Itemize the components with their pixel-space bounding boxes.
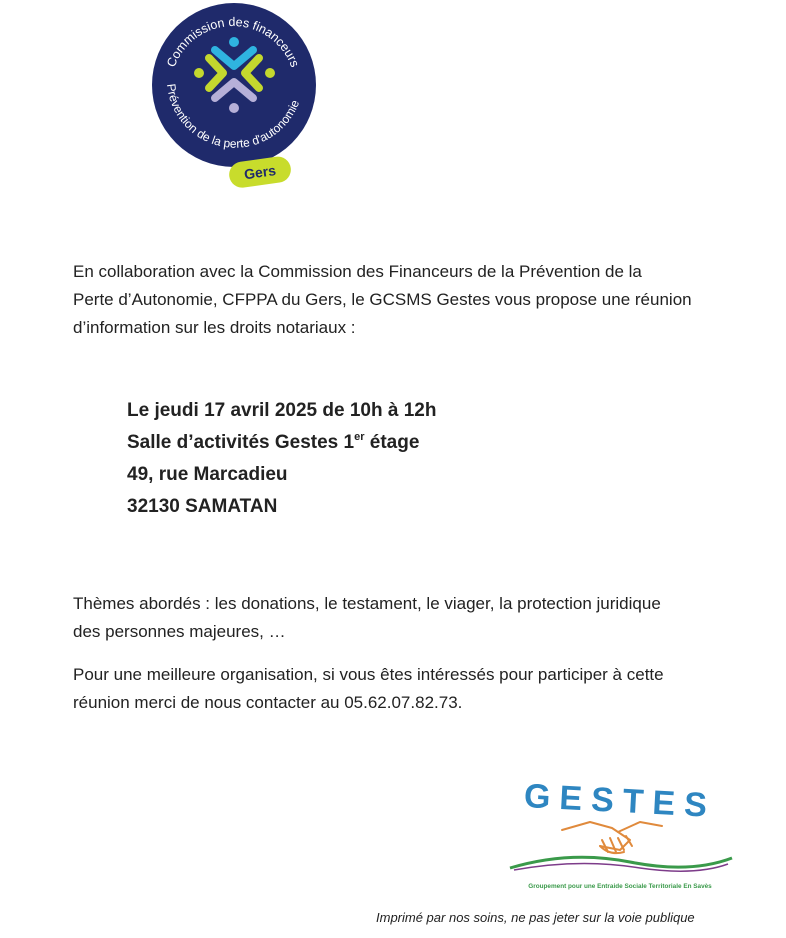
logo-arc-bottom: Prévention de la perte d'autonomie — [164, 82, 303, 151]
themes-line: des personnes majeures, … — [73, 622, 286, 641]
gestes-name: GESTES — [523, 777, 717, 825]
handshake-icon — [562, 822, 662, 853]
intro-paragraph — [73, 258, 753, 342]
event-city: 32130 SAMATAN — [127, 496, 278, 517]
event-venue: Salle d’activités Gestes 1er étage — [127, 431, 420, 453]
intro-line: Perte d’Autonomie, CFPPA du Gers, le GCSMS Gestes vous propose une réunion — [73, 290, 692, 309]
gestes-tagline: Groupement pour une Entraide Sociale Territoriale En Savès — [528, 883, 712, 890]
contact-line: Pour une meilleure organisation, si vous êtes intéressés pour participer à cette — [73, 665, 664, 684]
intro-line: d’information sur les droits notariaux : — [73, 318, 356, 337]
intro-line: En collaboration avec la Commission des Financeurs de la Prévention de la — [73, 262, 642, 281]
svg-text:Gers: Gers — [243, 161, 277, 183]
contact-line: réunion merci de nous contacter au 05.62.07.82.73. — [73, 693, 463, 712]
event-street: 49, rue Marcadieu — [127, 464, 288, 485]
themes-line: Thèmes abordés : les donations, le testament, le viager, la protection juridique — [73, 594, 661, 613]
contact-paragraph — [73, 661, 763, 717]
event-details — [127, 395, 436, 523]
themes-paragraph — [73, 590, 763, 646]
footer-note: Imprimé par nos soins, ne pas jeter sur la voie publique — [376, 910, 695, 925]
gestes-logo — [500, 770, 740, 900]
logo-arc-top: Commission des financeurs — [164, 14, 302, 70]
cfppa-logo — [143, 0, 328, 200]
event-date: Le jeudi 17 avril 2025 de 10h à 12h — [127, 400, 437, 421]
